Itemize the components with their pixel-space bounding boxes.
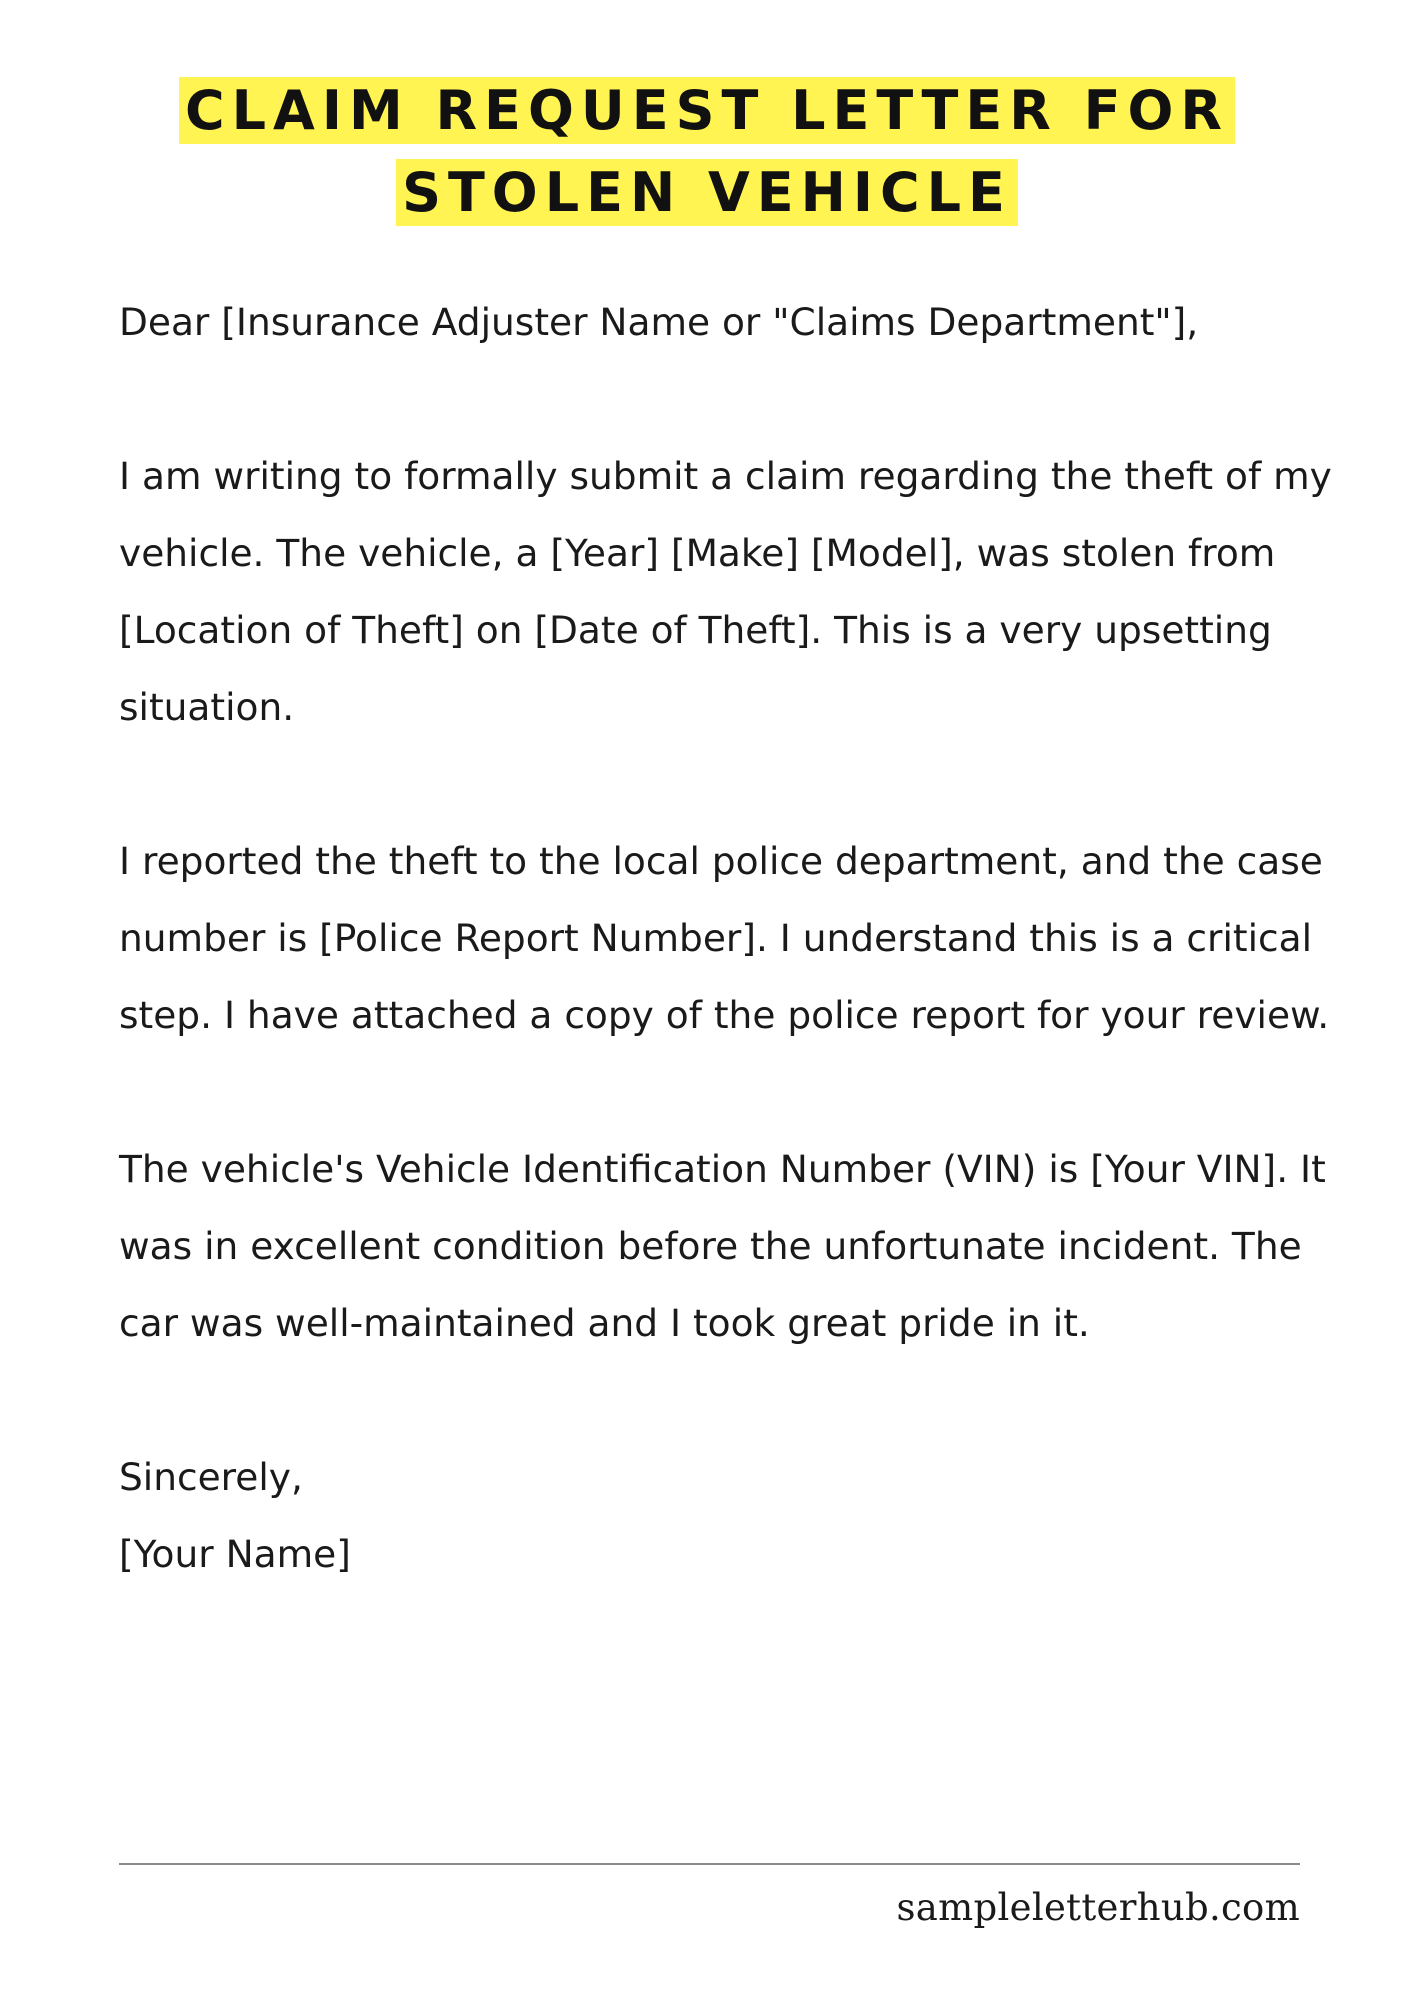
paragraph-2: I reported the theft to the local police department, and the case number is [Police Report Number]. I understand this is a critical step. I have attached a copy of the police report for your review. xyxy=(119,839,1330,1037)
signature: [Your Name] xyxy=(119,1532,351,1576)
footer-site-name: sampleletterhub.com xyxy=(896,1886,1300,1929)
footer-divider xyxy=(119,1863,1300,1865)
paragraph-gap xyxy=(119,1054,1359,1131)
paragraph-1: I am writing to formally submit a claim regarding the theft of my vehicle. The vehicle, a [Year] [Make] [Model], was stolen from [Location of Theft] on [Date of Theft]. This is a very upsetting situation. xyxy=(119,454,1332,729)
paragraph-gap xyxy=(119,746,1359,823)
paragraph-3: The vehicle's Vehicle Identification Number (VIN) is [Your VIN]. It was in excellent condition before the unfortunate incident. The car was well-maintained and I took great pride in it. xyxy=(119,1147,1326,1345)
title-block xyxy=(0,70,1414,234)
page-title: CLAIM REQUEST LETTER FOR STOLEN VEHICLE xyxy=(179,77,1235,226)
salutation: Dear [Insurance Adjuster Name or "Claims Department"], xyxy=(119,300,1199,344)
paragraph-gap xyxy=(119,361,1359,438)
letter-body xyxy=(119,284,1359,1593)
closing: Sincerely, xyxy=(119,1455,303,1499)
paragraph-gap xyxy=(119,1362,1359,1439)
